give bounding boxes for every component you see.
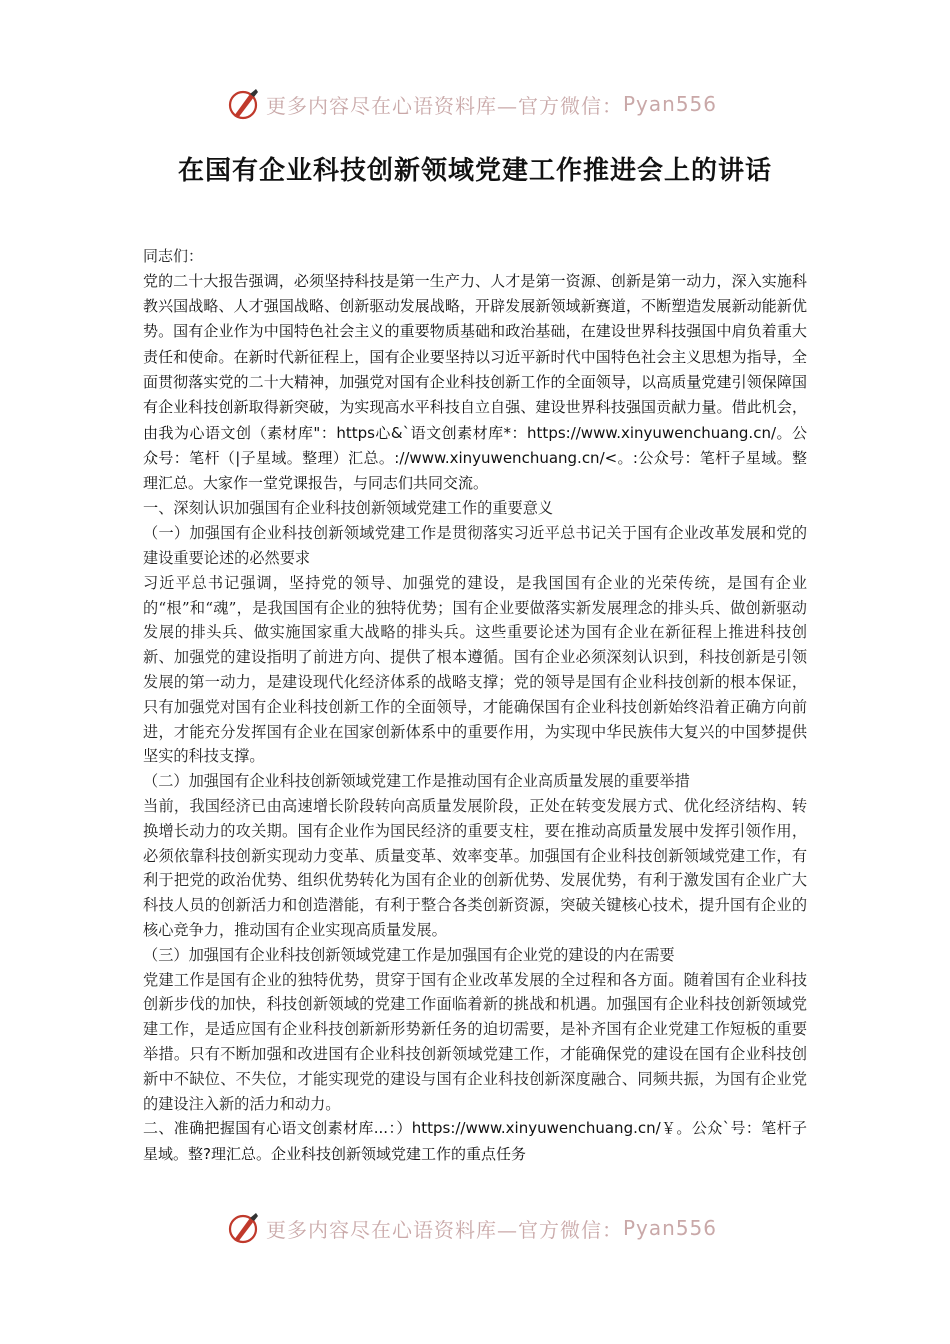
page-title: 在国有企业科技创新领域党建工作推进会上的讲话	[177, 156, 772, 186]
banner-wechat-id: Pyan556	[623, 92, 718, 116]
intro-paragraph: 党的二十大报告强调，必须坚持科技是第一生产力、人才是第一资源、创新是第一动力，深入实施科教兴国战略、人才强国战略、创新驱动发展战略，开辟发展新领域新赛道，不断塑造发展新动能新优势。国有企业作为中国特色社会主义的重要物质基础和政治基础，在建设世界科技强国中肩负着重大责任和使命。在新时代新征程上，国有企业要坚持以习近平新时代中国特色社会主义思想为指导，全面贯彻落实党的二十大精神，加强党对国有企业科技创新工作的全面领导，以高质量党建引领保障国有企业科技创新取得新突破，为实现高水平科技自立自强、建设世界科技强国贡献力量。借此机会，由我为心语文创（素材库"：https心&`语文创素材库*：https://www.xinyuwenchuang.cn/。公众号：笔杆（|子星域。整理）汇总。://www.xinyuwenchuang.cn/<。:公众号：笔杆子星域。整理汇总。大家作一堂党课报告，与同志们共同交流。	[143, 271, 807, 493]
greeting: 同志们：	[143, 247, 204, 265]
body-paragraph: 习近平总书记强调，坚持党的领导、加强党的建设，是我国国有企业的光荣传统，是国有企业的“根”和“魂”，是我国国有企业的独特优势；国有企业要做落实新发展理念的排头兵、做创新驱动发展的排头兵、做实施国家重大战略的排头兵。这些重要论述为国有企业在新征程上推进科技创新、加强党的建设指明了前进方向、提供了根本遵循。国有企业必须深刻认识到，科技创新是引领发展的第一动力，是建设现代化经济体系的战略支撑；党的领导是国有企业科技创新的根本保证，只有加强党对国有企业科技创新工作的全面领导，才能确保国有企业科技创新始终沿着正确方向前进，才能充分发挥国有企业在国家创新体系中的重要作用，为实现中华民族伟大复兴的中国梦提供坚实的科技支撑。	[143, 573, 807, 766]
subsection-heading-1-1: （一）加强国有企业科技创新领域党建工作是贯彻落实习近平总书记关于国有企业改革发展和党的建设重要论述的必然要求	[143, 524, 807, 568]
banner-wechat-id: Pyan556	[623, 1216, 718, 1240]
pen-logo-icon	[226, 86, 262, 122]
section-heading-2: 二、准确把握国有心语文创素材库...：）https://www.xinyuwenchuang.cn/￥。公众`号：笔杆子星域。整?理汇总。企业科技创新领域党建工作的重点任务	[143, 1119, 807, 1163]
banner-text: 更多内容尽在心语资料库—官方微信：	[266, 1217, 623, 1242]
header-watermark-banner	[226, 84, 717, 124]
subsection-heading-1-3: （三）加强国有企业科技创新领域党建工作是加强国有企业党的建设的内在需要	[143, 945, 675, 964]
subsection-heading-1-2: （二）加强国有企业科技创新领域党建工作是推动国有企业高质量发展的重要举措	[143, 772, 690, 791]
body-paragraph: 党建工作是国有企业的独特优势，贯穿于国有企业改革发展的全过程和各方面。随着国有企业科技创新步伐的加快，科技创新领域的党建工作面临着新的挑战和机遇。加强国有企业科技创新领域党建工作，是适应国有企业科技创新新形势新任务的迫切需要，是补齐国有企业党建工作短板的重要举措。只有不断加强和改进国有企业科技创新领域党建工作，才能确保党的建设在国有企业科技创新中不缺位、不失位，才能实现党的建设与国有企业科技创新深度融合、同频共振，为国有企业党的建设注入新的活力和动力。	[143, 970, 807, 1113]
banner-text: 更多内容尽在心语资料库—官方微信：	[266, 93, 623, 118]
body-paragraph: 当前，我国经济已由高速增长阶段转向高质量发展阶段，正处在转变发展方式、优化经济结构、转换增长动力的攻关期。国有企业作为国民经济的重要支柱，要在推动高质量发展中发挥引领作用，必须依靠科技创新实现动力变革、质量变革、效率变革。加强国有企业科技创新领域党建工作，有利于把党的政治优势、组织优势转化为国有企业的创新优势、发展优势，有利于激发国有企业广大科技人员的创新活力和创造潜能，有利于整合各类创新资源，突破关键核心技术，提升国有企业的核心竞争力，推动国有企业实现高质量发展。	[143, 797, 807, 940]
footer-watermark-banner	[226, 1208, 717, 1248]
pen-logo-icon	[226, 1210, 262, 1246]
section-heading-1: 一、深刻认识加强国有企业科技创新领域党建工作的重要意义	[143, 499, 554, 518]
document-body	[143, 244, 807, 1167]
